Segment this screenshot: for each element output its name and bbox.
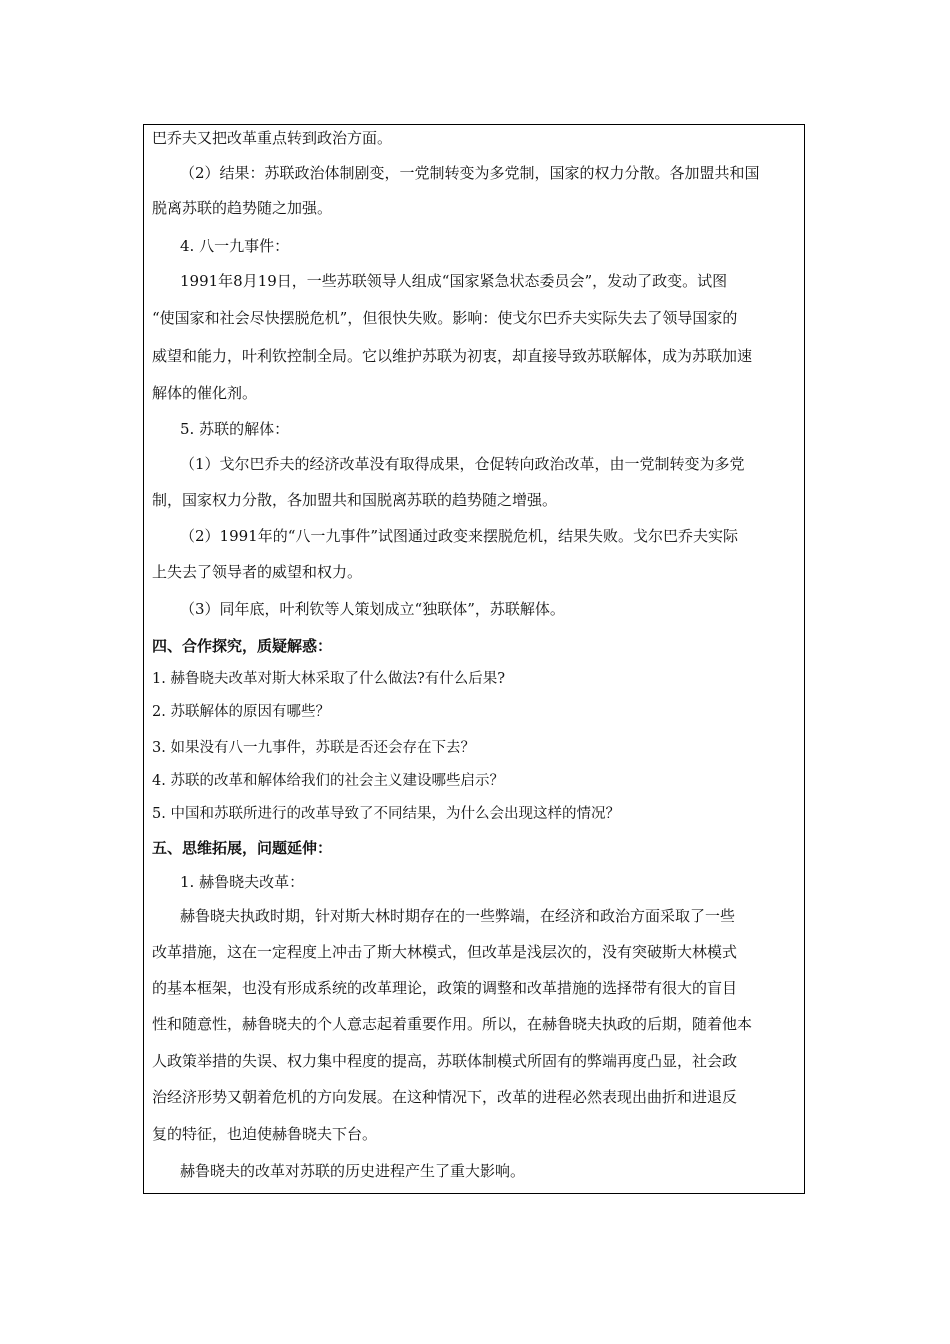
section-heading-bold: 四、合作探究，质疑解惑： bbox=[152, 637, 333, 655]
text-line: 赫鲁晓夫的改革对苏联的历史进程产生了重大影响。 bbox=[180, 1162, 526, 1180]
text-line: 人政策举措的失误、权力集中程度的提高，苏联体制模式所固有的弊端再度凸显，社会政 bbox=[152, 1052, 738, 1070]
text-line: 解体的催化剂。 bbox=[152, 384, 258, 402]
question-item: 1. 赫鲁晓夫改革对斯大林采取了什么做法?有什么后果? bbox=[152, 671, 505, 687]
text-line: 的基本框架，也没有形成系统的改革理论，政策的调整和改革措施的选择带有很大的盲目 bbox=[152, 979, 738, 997]
text-line: 威望和能力，叶利钦控制全局。它以维护苏联为初衷，却直接导致苏联解体，成为苏联加速 bbox=[152, 347, 753, 365]
text-line: 性和随意性，赫鲁晓夫的个人意志起着重要作用。所以，在赫鲁晓夫执政的后期，随着他本 bbox=[152, 1015, 753, 1033]
text-line: 赫鲁晓夫执政时期，针对斯大林时期存在的一些弊端，在经济和政治方面采取了一些 bbox=[180, 907, 736, 925]
text-line: （2）结果：苏联政治体制剧变，一党制转变为多党制，国家的权力分散。各加盟共和国 bbox=[180, 164, 760, 182]
text-line: 改革措施，这在一定程度上冲击了斯大林模式，但改革是浅层次的，没有突破斯大林模式 bbox=[152, 943, 738, 961]
text-line: 1991年8月19日，一些苏联领导人组成“国家紧急状态委员会”，发动了政变。试图 bbox=[180, 272, 728, 290]
text-line: 复的特征，也迫使赫鲁晓夫下台。 bbox=[152, 1125, 378, 1143]
text-line: （2）1991年的“八一九事件”试图通过政变来摆脱危机，结果失败。戈尔巴乔夫实际 bbox=[180, 527, 739, 545]
question-item: 3. 如果没有八一九事件，苏联是否还会存在下去？ bbox=[152, 740, 475, 756]
text-line: 上失去了领导者的威望和权力。 bbox=[152, 563, 363, 581]
text-line: “使国家和社会尽快摆脱危机”，但很快失败。影响：使戈尔巴乔夫实际失去了领导国家的 bbox=[152, 309, 738, 327]
section-heading-bold: 五、思维拓展，问题延伸： bbox=[152, 839, 333, 857]
text-line: （3）同年底，叶利钦等人策划成立“独联体”，苏联解体。 bbox=[180, 600, 565, 618]
text-line: 脱离苏联的趋势随之加强。 bbox=[152, 199, 333, 217]
question-item: 2. 苏联解体的原因有哪些？ bbox=[152, 704, 330, 720]
text-line: 治经济形势又朝着危机的方向发展。在这种情况下，改革的进程必然表现出曲折和进退反 bbox=[152, 1088, 738, 1106]
text-line: （1）戈尔巴乔夫的经济改革没有取得成果，仓促转向政治改革，由一党制转变为多党 bbox=[180, 455, 745, 473]
question-item: 5. 中国和苏联所进行的改革导致了不同结果，为什么会出现这样的情况？ bbox=[152, 806, 620, 822]
section-heading: 4. 八一九事件： bbox=[180, 237, 290, 255]
section-heading: 1. 赫鲁晓夫改革： bbox=[180, 873, 305, 891]
text-line: 制，国家权力分散，各加盟共和国脱离苏联的趋势随之增强。 bbox=[152, 491, 558, 509]
section-heading: 5. 苏联的解体： bbox=[180, 420, 290, 438]
text-line: 巴乔夫又把改革重点转到政治方面。 bbox=[152, 129, 393, 147]
question-item: 4. 苏联的改革和解体给我们的社会主义建设哪些启示？ bbox=[152, 773, 504, 789]
